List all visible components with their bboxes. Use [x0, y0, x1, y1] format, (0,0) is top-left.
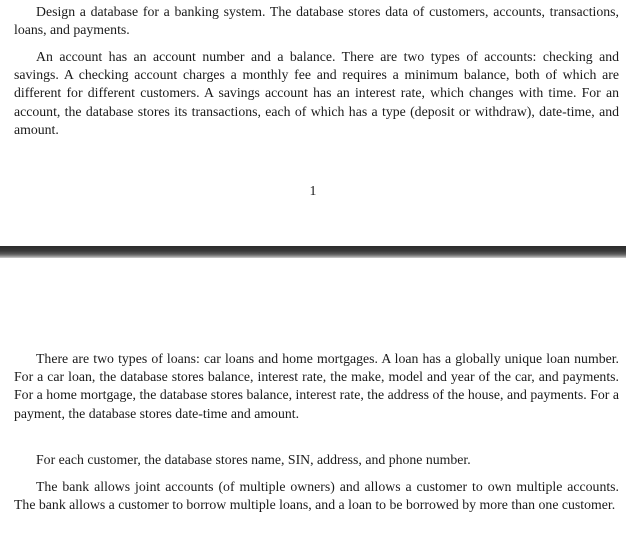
accounts-paragraph: An account has an account number and a balance. There are two types of accounts: checking and savings. A checking account charges a monthly fee and requires a minimum balance, both of which are different for different customers. A savings account has an interest rate, which changes with time. For an account, the database stores its transactions, each of which has a type (deposit or withdraw), date-time, and amount.	[14, 49, 619, 137]
page-number: 1	[309, 183, 317, 198]
customer-paragraph: For each customer, the database stores name, SIN, address, and phone number.	[36, 452, 471, 467]
intro-paragraph: Design a database for a banking system. The database stores data of customers, accounts, transactions, loans, and payments.	[14, 4, 619, 38]
joint-accounts-paragraph: The bank allows joint accounts (of multiple owners) and allows a customer to own multiple accounts. The bank allows a customer to borrow multiple loans, and a loan to be borrowed by more than one customer.	[14, 479, 619, 513]
loans-paragraph: There are two types of loans: car loans and home mortgages. A loan has a globally unique loan number. For a car loan, the database stores balance, interest rate, the make, model and year of the car, and payments. For a home mortgage, the database stores balance, interest rate, the address of the house, and payments. For a payment, the database stores date-time and amount.	[14, 351, 619, 421]
page-break-divider	[0, 246, 626, 258]
